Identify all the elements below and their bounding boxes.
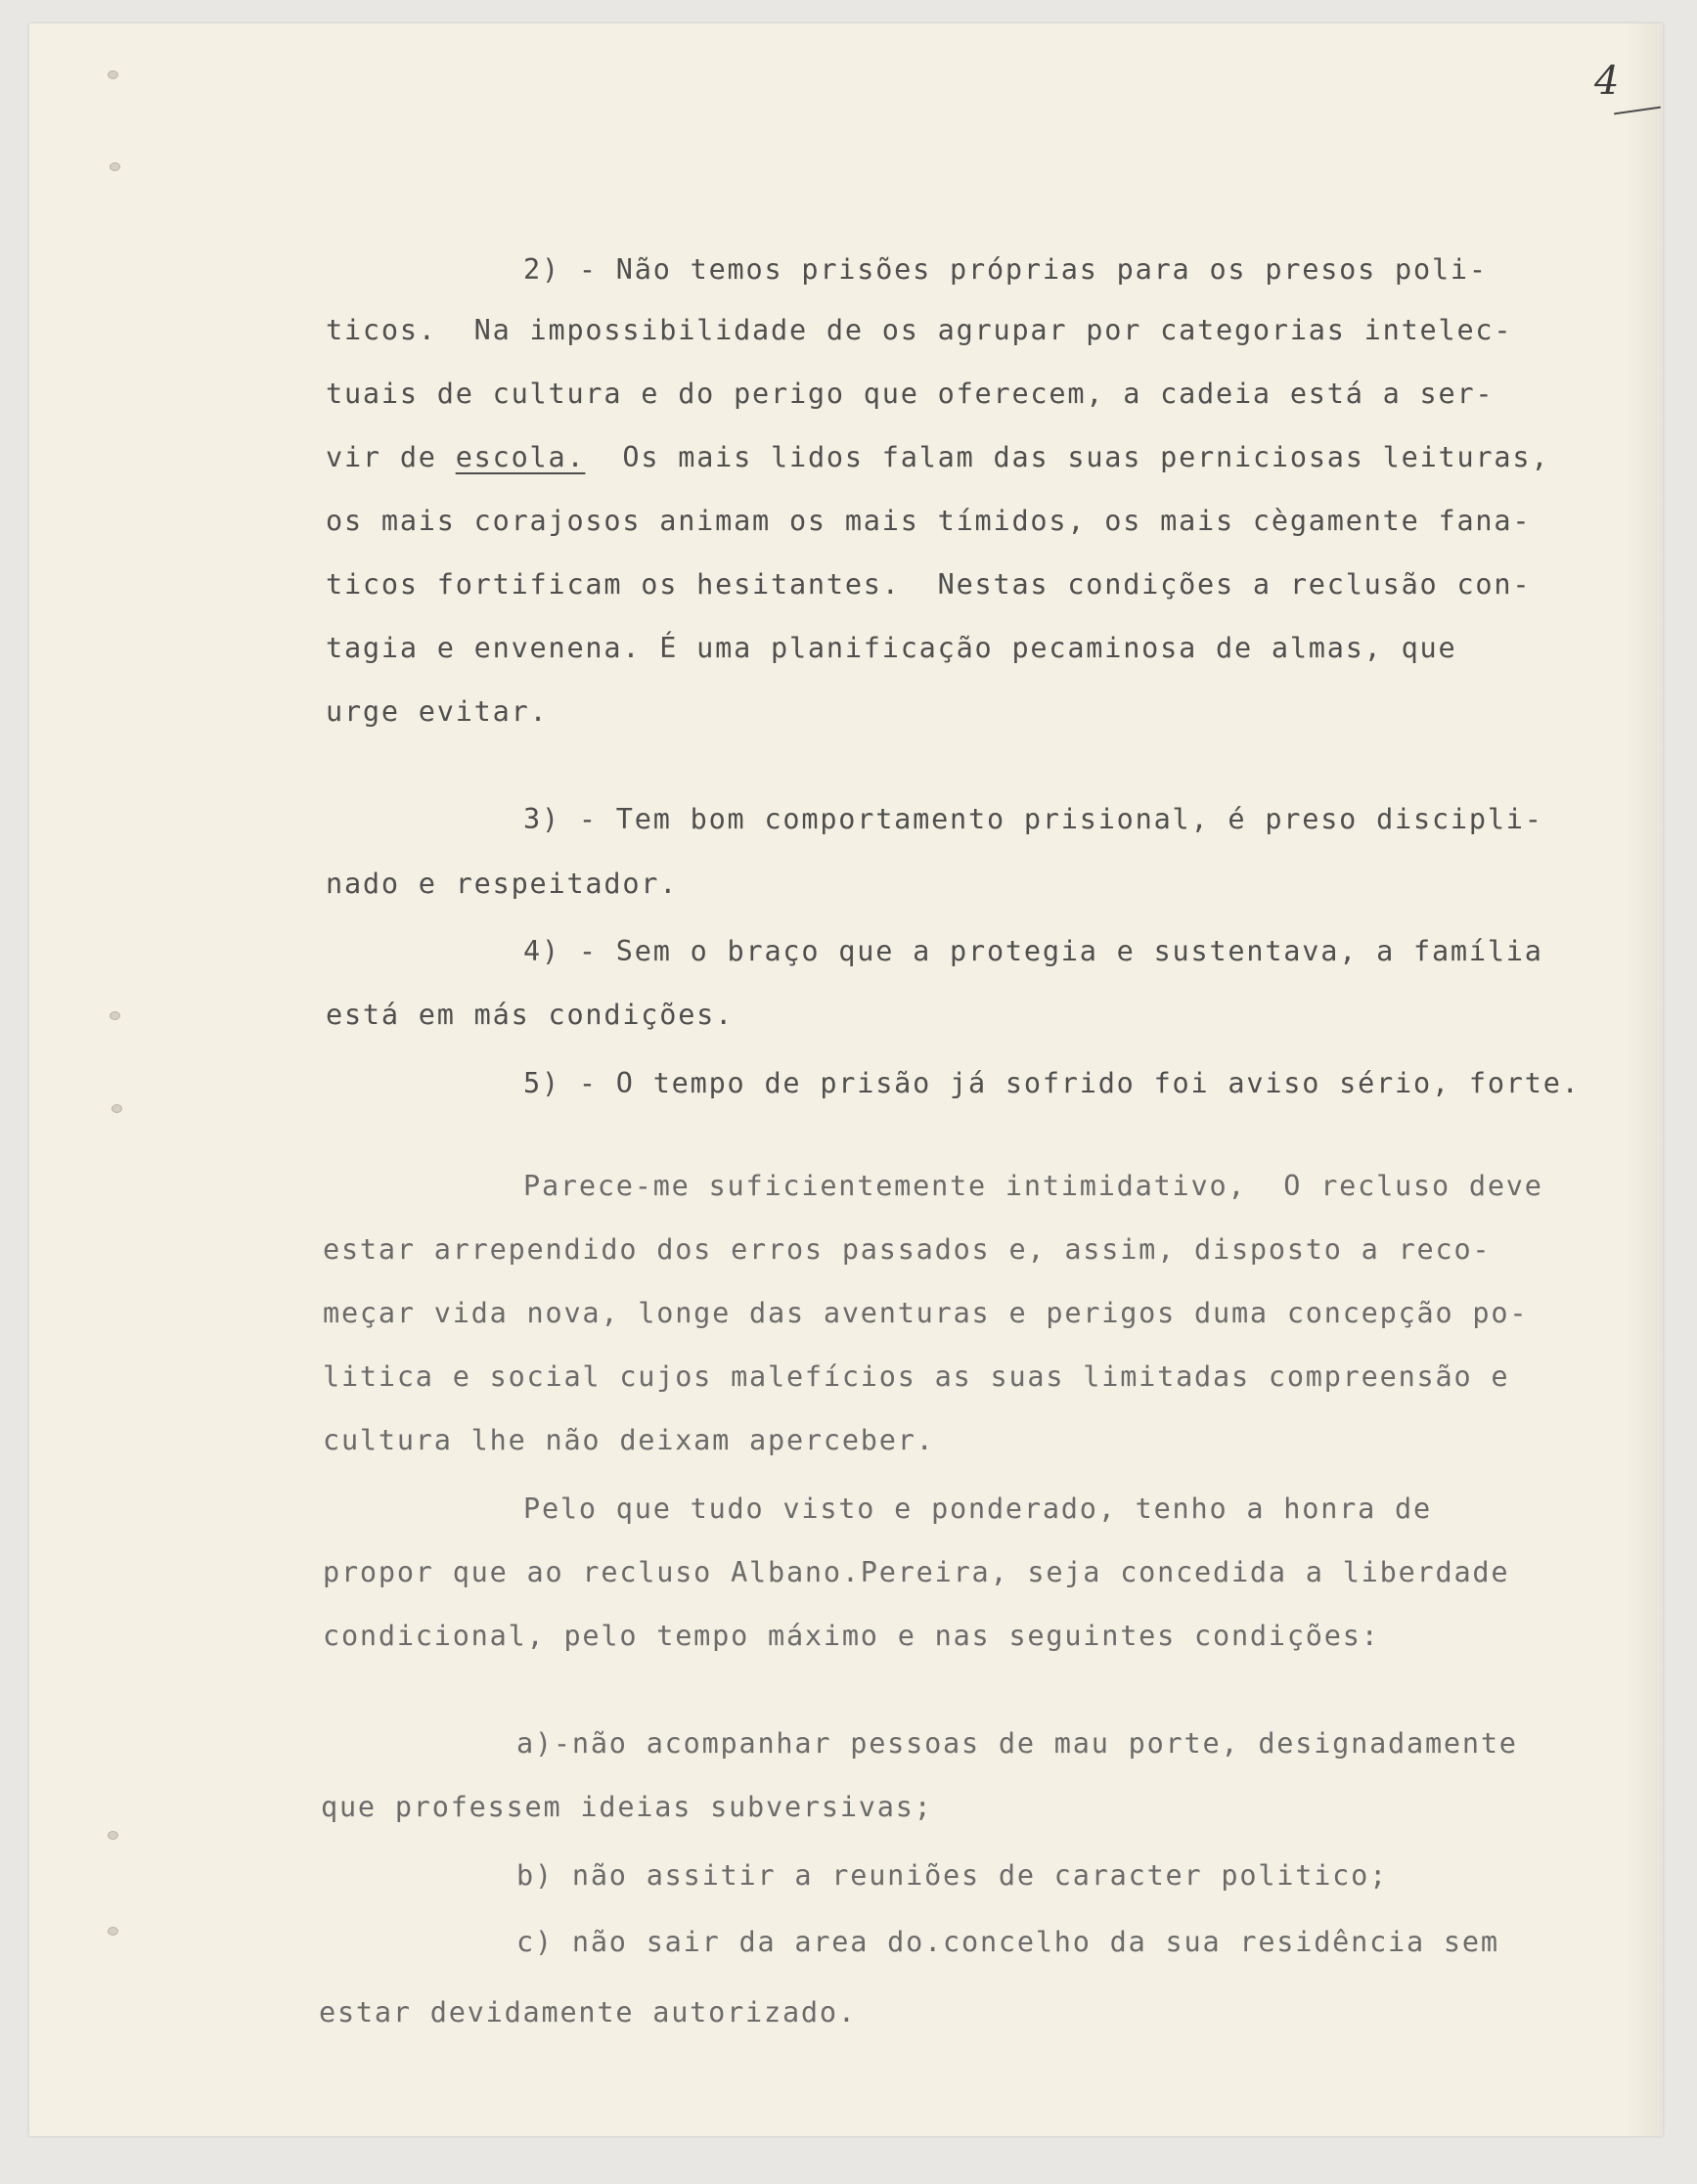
paragraph-3-line-1: 3) - Tem bom comportamento prisional, é preso discipli- [523,803,1543,835]
condition-a-line-2: que professem ideias subversivas; [321,1791,933,1823]
paragraph-2-line-1: 2) - Não temos prisões próprias para os presos poli- [523,253,1488,286]
line-4-prefix: vir de [326,441,456,473]
paragraph-6-line-4: litica e social cujos malefícios as suas limitadas compreensão e [323,1360,1510,1393]
paragraph-7-line-3: condicional, pelo tempo máximo e nas seguintes condições: [323,1620,1380,1652]
condition-c-line-1: c) não sair da area do.concelho da sua residência sem [516,1926,1499,1958]
paragraph-7-line-2: propor que ao recluso Albano.Pereira, seja concedida a liberdade [323,1556,1510,1588]
condition-b: b) não assitir a reuniões de caracter politico; [516,1859,1389,1892]
paragraph-2-line-6: ticos fortificam os hesitantes. Nestas condições a reclusão con- [326,568,1532,601]
paragraph-6-line-5: cultura lhe não deixam aperceber. [323,1424,935,1456]
page-edge-shadow [1624,23,1663,2136]
paragraph-6-line-3: meçar vida nova, longe das aventuras e perigos duma concepção po- [323,1297,1529,1329]
paragraph-2-line-8: urge evitar. [326,695,549,728]
paragraph-2-line-5: os mais corajosos animam os mais tímidos, os mais cègamente fana- [326,505,1532,537]
paragraph-2-line-4 [326,441,1550,473]
line-4-suffix: Os mais lidos falam das suas perniciosas leituras, [585,441,1550,473]
paragraph-7-line-1: Pelo que tudo visto e ponderado, tenho a honra de [523,1493,1432,1525]
paragraph-3-line-2: nado e respeitador. [326,868,679,900]
punch-hole-mark [108,70,118,79]
punch-hole-mark [110,162,120,171]
paragraph-2-line-3: tuais de cultura e do perigo que oferecem, a cadeia está a ser- [326,378,1495,410]
punch-hole-mark [110,1011,120,1020]
paragraph-2-line-2: ticos. Na impossibilidade de os agrupar por categorias intelec- [326,314,1513,346]
punch-hole-mark [108,1927,118,1936]
handwritten-page-number: 4 [1594,59,1620,104]
punch-hole-mark [112,1104,122,1113]
condition-a-line-1: a)-não acompanhar pessoas de mau porte, designadamente [516,1727,1518,1760]
condition-c-line-2: estar devidamente autorizado. [319,1996,857,2028]
paragraph-5-line-1: 5) - O tempo de prisão já sofrido foi aviso sério, forte. [523,1067,1581,1099]
punch-hole-mark [108,1831,118,1840]
document-page [29,23,1663,2136]
paragraph-6-line-2: estar arrependido dos erros passados e, assim, disposto a reco- [323,1233,1492,1266]
paragraph-4-line-2: está em más condições. [326,999,735,1031]
paragraph-6-line-1: Parece-me suficientemente intimidativo, O recluso deve [523,1170,1543,1202]
paragraph-2-line-7: tagia e envenena. É uma planificação pecaminosa de almas, que [326,632,1457,664]
underlined-word: escola. [455,441,586,473]
paragraph-4-line-1: 4) - Sem o braço que a protegia e sustentava, a família [523,935,1543,967]
